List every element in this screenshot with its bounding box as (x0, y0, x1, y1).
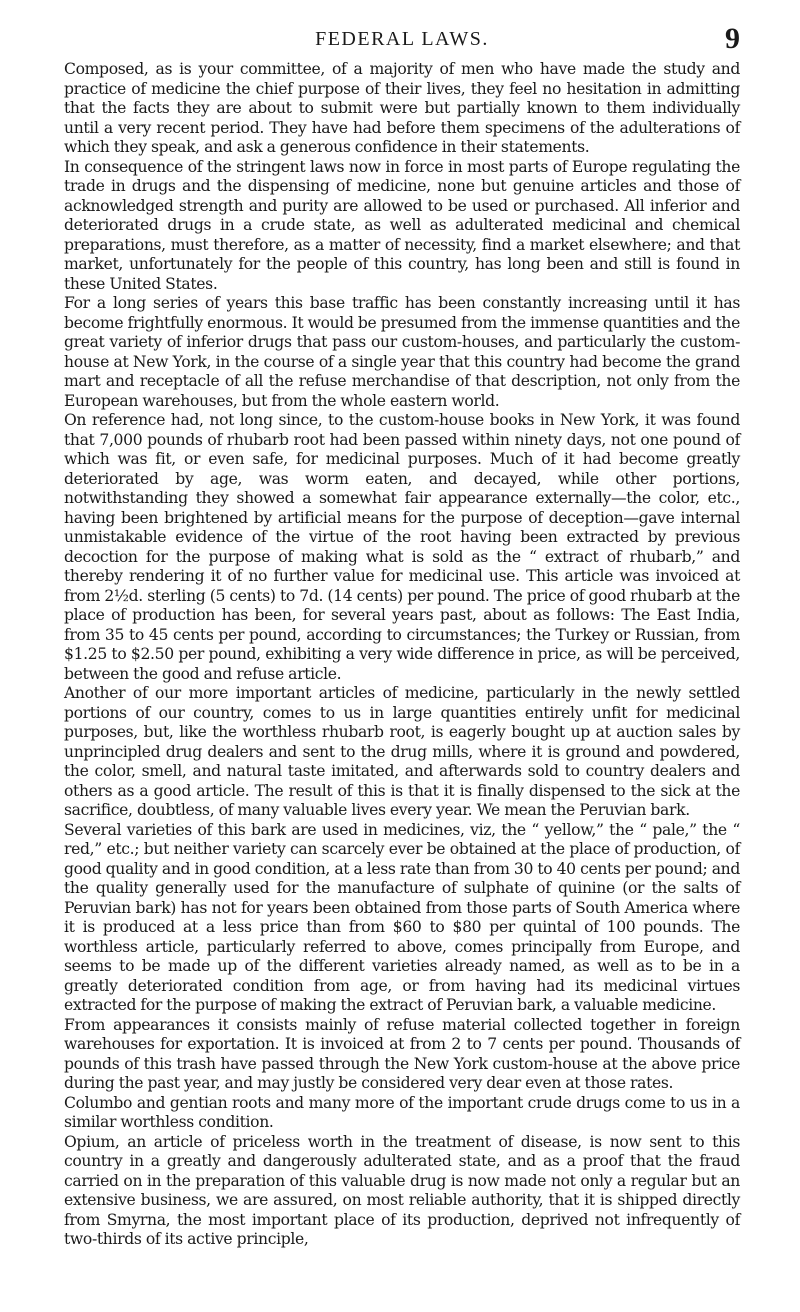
running-title: FEDERAL LAWS. (315, 28, 489, 50)
paragraph: On reference had, not long since, to the custom-house books in New York, it was found that 7,000 pounds of rhubarb root had been passed within ninety days, not one pound of which was fit, or even safe, for medicinal purposes. Much of it had become greatly deteriorated by age, was worm eaten, and decayed, while other portions, notwithstanding they showed a somewhat fair appearance externally—the color, etc., having been brightened by artificial means for the purpose of deception—gave internal unmistakable evidence of the virtue of the root having been extracted by previous decoction for the purpose of making what is sold as the “ extract of rhubarb,” and thereby rendering it of no further value for medicinal use. This article was invoiced at from 2½d. sterling (5 cents) to 7d. (14 cents) per pound. The price of good rhubarb at the place of production has been, for several years past, about as follows: The East India, from 35 to 45 cents per pound, according to circumstances; the Turkey or Russian, from $1.25 to $2.50 per pound, exhibiting a very wide difference in price, as will be perceived, between the good and refuse article. (64, 411, 740, 683)
paragraph: Columbo and gentian roots and many more of the important crude drugs come to us in a similar worthless condition. (64, 1093, 740, 1131)
running-head (64, 24, 740, 60)
paragraph: Several varieties of this bark are used in medicines, viz, the “ yellow,” the “ pale,” the “ red,” etc.; but neither variety can scarcely ever be obtained at the place of production, of good quality and in good condition, at a less rate than from 30 to 40 cents per pound; and the quality generally used for the manufacture of sulphate of quinine (or the salts of Peruvian bark) has not for years been obtained from those parts of South America where it is produced at a less price than from $60 to $80 per quintal of 100 pounds. The worthless article, particularly referred to above, comes principally from Europe, and seems to be made up of the different varieties already named, as well as to be in a greatly deteriorated condition from age, or from having had its medicinal virtues extracted for the purpose of making the extract of Peruvian bark, a valuable medicine. (64, 820, 740, 1014)
paragraph: For a long series of years this base traffic has been constantly increasing until it has become frightfully enormous. It would be presumed from the immense quantities and the great variety of inferior drugs that pass our custom-houses, and particularly the custom-house at New York, in the course of a single year that this country had become the grand mart and receptacle of all the refuse merchandise of that description, not only from the European warehouses, but from the whole eastern world. (64, 294, 740, 410)
paragraph: Composed, as is your committee, of a majority of men who have made the study and practice of medicine the chief purpose of their lives, they feel no hesitation in admitting that the facts they are about to submit were but partially known to them individually until a very recent period. They have had before them specimens of the adulterations of which they speak, and ask a generous confidence in their statements. (64, 60, 740, 156)
paragraph: Another of our more important articles of medicine, particularly in the newly settled portions of our country, comes to us in large quantities entirely unfit for medicinal purposes, but, like the worthless rhubarb root, is eagerly bought up at auction sales by unprincipled drug dealers and sent to the drug mills, where it is ground and powdered, the color, smell, and natural taste imitated, and afterwards sold to country dealers and others as a good article. The result of this is that it is finally dispensed to the sick at the sacrifice, doubtless, of many valuable lives every year. We mean the Peruvian bark. (64, 684, 740, 819)
body-text (64, 60, 740, 1250)
page-number: 9 (725, 22, 740, 55)
paragraph: Opium, an article of priceless worth in the treatment of disease, is now sent to this country in a greatly and dangerously adulterated state, and as a proof that the fraud carried on in the preparation of this valuable drug is now made not only a regular but an extensive business, we are assured, on most reliable authority, that it is shipped directly from Smyrna, the most important place of its production, deprived not infrequently of two-thirds of its active principle, (64, 1132, 740, 1248)
paragraph: In consequence of the stringent laws now in force in most parts of Europe regulating the trade in drugs and the dispensing of medicine, none but genuine articles and those of acknowledged strength and purity are allowed to be used or purchased. All inferior and deteriorated drugs in a crude state, as well as adulterated medicinal and chemical preparations, must therefore, as a matter of necessity, find a market elsewhere; and that market, unfortunately for the people of this country, has long been and still is found in these United States. (64, 157, 740, 293)
paragraph: From appearances it consists mainly of refuse material collected together in foreign warehouses for exportation. It is invoiced at from 2 to 7 cents per pound. Thousands of pounds of this trash have passed through the New York custom-house at the above price during the past year, and may justly be considered very dear even at those rates. (64, 1015, 740, 1092)
